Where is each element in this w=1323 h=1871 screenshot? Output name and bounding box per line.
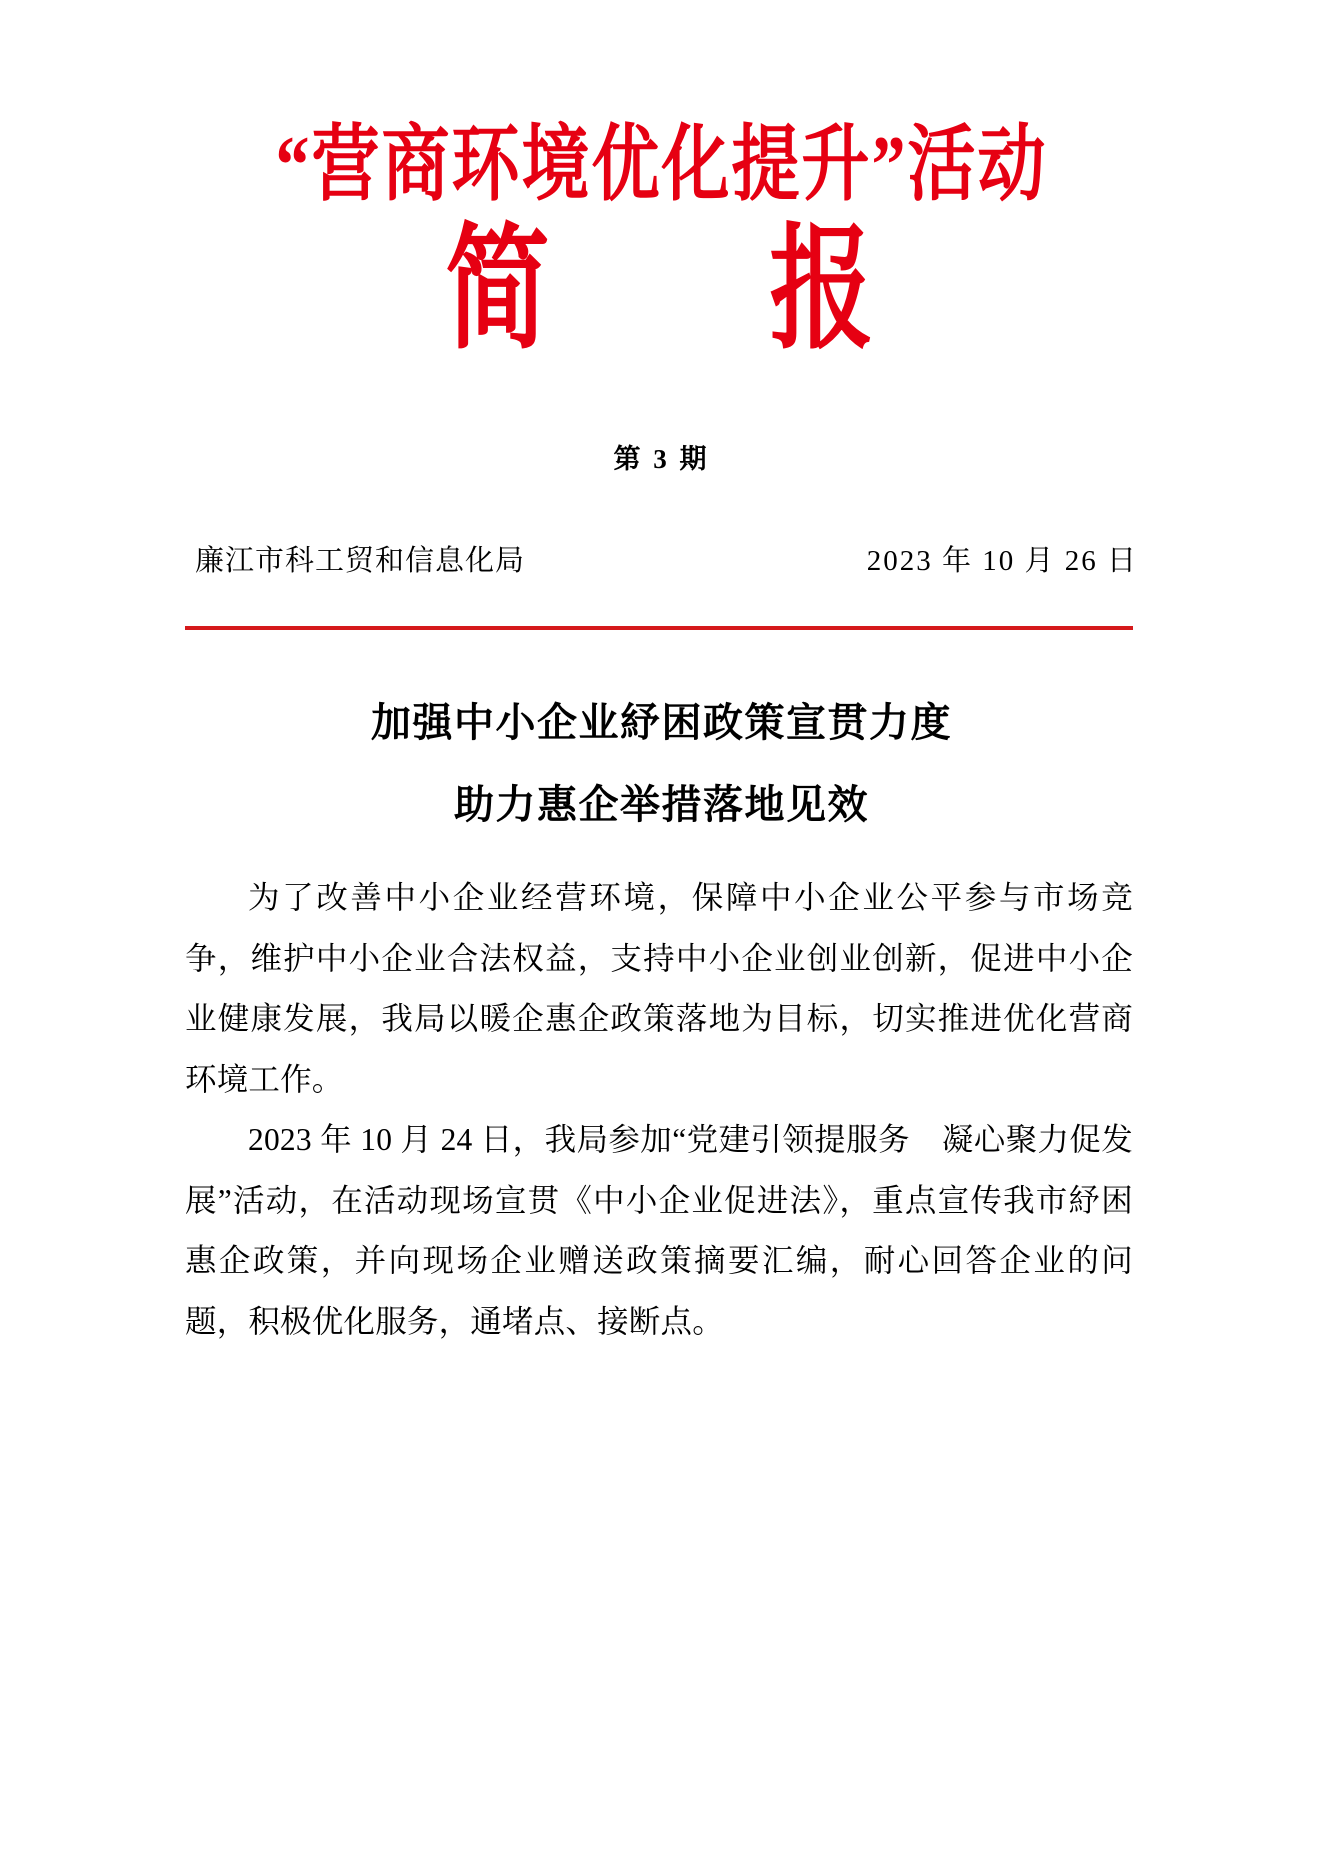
- document-body: [185, 868, 1133, 1352]
- issue-number-row: [0, 437, 1323, 476]
- document-title-line-2: 助力惠企举措落地见效: [454, 782, 869, 828]
- issuing-organization: 廉江市科工贸和信息化局: [195, 545, 526, 578]
- body-paragraph-1: 为了改善中小企业经营环境，保障中小企业公平参与市场竞争，维护中小企业合法权益，支持中小企业创业创新，促进中小企业健康发展，我局以暖企惠企政策落地为目标，切实推进优化营商环境工作。: [185, 880, 1133, 1097]
- masthead-activity-title: “营商环境优化提升”活动: [275, 118, 1048, 211]
- masthead-meta-row: [0, 538, 1323, 579]
- masthead: [0, 0, 1323, 366]
- body-paragraph-2: 2023 年 10 月 24 日，我局参加“党建引领提服务 凝心聚力促发展”活动，在活动现场宣贯《中小企业促进法》，重点宣传我市紓困惠企政策，并向现场企业赠送政策摘要汇编，耐心回答企业的问题，积极优化服务，通堵点、接断点。: [185, 1122, 1133, 1339]
- document-title-line-1: 加强中小企业紓困政策宣贯力度: [371, 700, 952, 746]
- publication-date: 2023 年 10 月 26 日: [866, 545, 1138, 578]
- document-title: [0, 682, 1323, 846]
- red-divider-rule: [185, 626, 1133, 630]
- masthead-bulletin-title: 简 报: [445, 216, 878, 366]
- issue-number: 第 3 期: [613, 444, 710, 475]
